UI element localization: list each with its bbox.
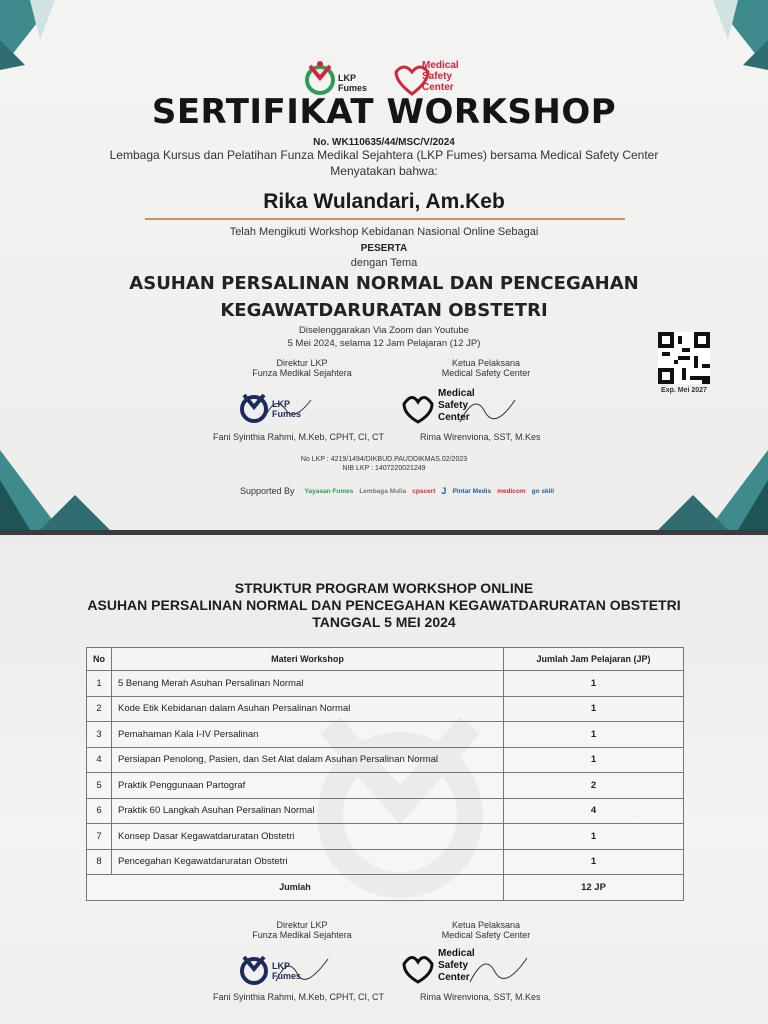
- svg-text:Safety: Safety: [438, 400, 469, 411]
- sponsor-logo: cpscert: [412, 487, 436, 495]
- row-materi: Kode Etik Kebidanan dalam Asuhan Persalinan Normal: [112, 696, 504, 722]
- sponsor-logo: Pintar Medis: [452, 487, 492, 495]
- table-row: [87, 722, 684, 748]
- left-signature-stamp: [236, 385, 326, 427]
- row-no: 1: [87, 671, 112, 697]
- table-row: [87, 747, 684, 773]
- header-materi: Materi Workshop: [112, 648, 504, 671]
- program-title-line-1: STRUKTUR PROGRAM WORKSHOP ONLINE: [234, 580, 534, 596]
- table-row: [87, 773, 684, 799]
- svg-text:LKP: LKP: [272, 961, 290, 971]
- row-materi: Praktik 60 Langkah Asuhan Persalinan Normal: [112, 798, 504, 824]
- left-signer-name: Fani Syinthia Rahmi, M.Keb, CPHT, CI, CT: [213, 432, 385, 442]
- svg-text:Center: Center: [438, 972, 470, 983]
- svg-text:Fumes: Fumes: [272, 409, 302, 419]
- corner-decoration-top-left: [0, 0, 70, 75]
- held-via-text: Diselenggarakan Via Zoom dan Youtube: [299, 325, 469, 336]
- sponsor-logo: J: [441, 486, 447, 496]
- row-materi: Konsep Dasar Kegawatdaruratan Obstetri: [112, 824, 504, 850]
- date-hours-text: 5 Mei 2024, selama 12 Jam Pelajaran (12 JP): [287, 338, 481, 349]
- left-signer-title-line1: Direktur LKP: [276, 358, 328, 368]
- corner-decoration-bottom-right: [628, 440, 768, 530]
- right-signer-title: [424, 358, 548, 378]
- participant-role: PESERTA: [360, 243, 408, 254]
- program-right-signature-stamp: [400, 942, 530, 990]
- issuer-line: Lembaga Kursus dan Pelatihan Funza Medikal Sejahtera (LKP Fumes) bersama Medical Safety Center: [109, 148, 659, 162]
- program-left-signer-title-line2: Funza Medikal Sejahtera: [252, 930, 352, 940]
- attended-text: Telah Mengikuti Workshop Kebidanan Nasional Online Sebagai: [229, 226, 539, 238]
- header-jp: Jumlah Jam Pelajaran (JP): [504, 648, 684, 671]
- program-left-signer-title: [240, 920, 364, 940]
- table-total-row: [87, 875, 684, 901]
- certificate-title: SERTIFIKAT WORKSHOP: [151, 92, 617, 132]
- row-materi: 5 Benang Merah Asuhan Persalinan Normal: [112, 671, 504, 697]
- total-label: Jumlah: [87, 875, 504, 901]
- table-row: [87, 824, 684, 850]
- row-no: 7: [87, 824, 112, 850]
- row-jp: 1: [504, 722, 684, 748]
- theme-line-1: ASUHAN PERSALINAN NORMAL DAN PENCEGAHAN: [129, 273, 639, 294]
- left-signer-title-line2: Funza Medikal Sejahtera: [252, 368, 352, 378]
- row-jp: 2: [504, 773, 684, 799]
- row-jp: 1: [504, 696, 684, 722]
- svg-text:Medical: Medical: [438, 388, 475, 399]
- svg-text:Medical: Medical: [438, 948, 475, 959]
- row-materi: Pencegahan Kegawatdaruratan Obstetri: [112, 849, 504, 875]
- program-table: [86, 647, 684, 901]
- theme-line-2: KEGAWATDARURATAN OBSTETRI: [220, 300, 548, 321]
- qr-expiry: Exp. Mei 2027: [661, 387, 707, 394]
- row-no: 3: [87, 722, 112, 748]
- program-left-signature-stamp: [236, 945, 336, 990]
- header-no: No: [87, 648, 112, 671]
- certificate-number: No. WK110635/44/MSC/V/2024: [313, 137, 455, 148]
- row-jp: 1: [504, 849, 684, 875]
- nib-number: NIB LKP : 1407220021249: [342, 465, 426, 472]
- svg-text:LKP: LKP: [272, 399, 290, 409]
- table-row: [87, 671, 684, 697]
- right-signer-name: Rima Wirenviona, SST, M.Kes: [420, 432, 541, 442]
- right-signature-stamp: [400, 382, 520, 430]
- svg-text:Center: Center: [438, 412, 470, 423]
- right-signer-title-line1: Ketua Pelaksana: [451, 358, 521, 368]
- row-materi: Pemahaman Kala I-IV Persalinan: [112, 722, 504, 748]
- row-no: 6: [87, 798, 112, 824]
- theme-intro: dengan Tema: [350, 257, 418, 269]
- right-signer-title-line2: Medical Safety Center: [441, 368, 531, 378]
- row-jp: 1: [504, 747, 684, 773]
- program-right-signer-title-line1: Ketua Pelaksana: [451, 920, 521, 930]
- table-row: [87, 849, 684, 875]
- corner-decoration-bottom-left: [0, 440, 140, 530]
- row-jp: 1: [504, 671, 684, 697]
- table-row: [87, 798, 684, 824]
- program-page: [0, 535, 768, 1024]
- row-jp: 1: [504, 824, 684, 850]
- supported-by-label: Supported By: [240, 486, 295, 496]
- row-no: 2: [87, 696, 112, 722]
- sponsor-logo: Yayasan Fumes: [304, 487, 354, 495]
- program-right-signer-name: Rima Wirenviona, SST, M.Kes: [420, 992, 541, 1002]
- table-row: [87, 696, 684, 722]
- qr-code: [658, 332, 710, 384]
- program-left-signer-title-line1: Direktur LKP: [276, 920, 328, 930]
- supported-by-row: [240, 480, 554, 502]
- row-materi: Persiapan Penolong, Pasien, dan Set Alat dalam Asuhan Persalinan Normal: [112, 747, 504, 773]
- sponsor-logo: medicom: [497, 487, 526, 495]
- row-jp: 4: [504, 798, 684, 824]
- program-title-line-2: ASUHAN PERSALINAN NORMAL DAN PENCEGAHAN KEGAWATDARURATAN OBSTETRI: [87, 597, 681, 613]
- program-date-title: TANGGAL 5 MEI 2024: [312, 614, 456, 630]
- program-left-signer-name: Fani Syinthia Rahmi, M.Keb, CPHT, CI, CT: [213, 992, 385, 1002]
- msc-logo-text: Medical Safety Center: [422, 60, 459, 93]
- sponsor-logo: go skill: [531, 487, 555, 495]
- lkp-fumes-logo-text: LKP Fumes: [338, 73, 368, 93]
- name-underline: [145, 218, 625, 220]
- row-no: 8: [87, 849, 112, 875]
- declaration-text: Menyatakan bahwa:: [330, 164, 438, 178]
- total-value: 12 JP: [504, 875, 684, 901]
- row-no: 4: [87, 747, 112, 773]
- sponsor-logo: Lembaga Mulia: [359, 487, 407, 495]
- row-materi: Praktik Penggunaan Partograf: [112, 773, 504, 799]
- program-right-signer-title: [424, 920, 548, 940]
- table-header-row: [87, 648, 684, 671]
- row-no: 5: [87, 773, 112, 799]
- svg-text:Safety: Safety: [438, 960, 469, 971]
- license-number: No LKP : 4219/1494/DIKBUD.PAUDDIKMAS.02/2023: [300, 456, 468, 463]
- left-signer-title: [240, 358, 364, 378]
- svg-text:Fumes: Fumes: [272, 971, 302, 981]
- corner-decoration-top-right: [698, 0, 768, 75]
- recipient-name: Rika Wulandari, Am.Keb: [263, 190, 505, 213]
- program-right-signer-title-line2: Medical Safety Center: [441, 930, 531, 940]
